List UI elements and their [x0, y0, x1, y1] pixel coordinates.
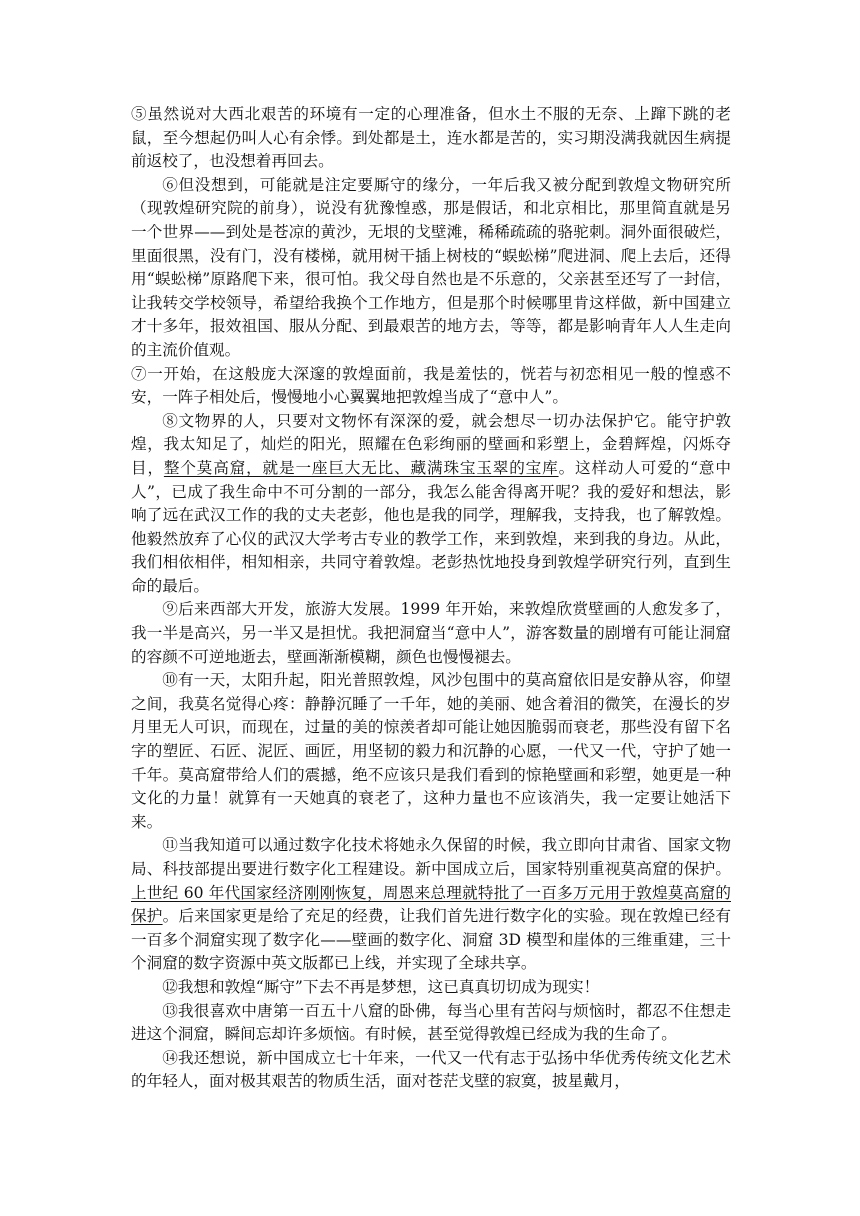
paragraph [131, 103, 731, 174]
paragraph-text: ⑬我很喜欢中唐第一百五十八窟的卧佛，每当心里有苦闷与烦恼时，都忍不住想走进这个洞窟，瞬间忘却许多烦恼。有时候，甚至觉得敦煌已经成为我的生命了。 [131, 1001, 731, 1044]
paragraph-text: 。这样动人可爱的“意中人”，已成了我生命中不可分割的一部分，我怎么能舍得离开呢？我的爱好和想法，影响了远在武汉工作的我的丈夫老彭，他也是我的同学，理解我，支持我，也了解敦煌。他毅然放弃了心仪的武汉大学考古专业的教学工作，来到敦煌，来到我的身边。从此，我们相依相伴，相知相亲，共同守着敦煌。老彭热忱地投身到敦煌学研究行列，直到生命的最后。 [131, 458, 731, 595]
paragraph [131, 598, 731, 669]
paragraph-text: ⑥但没想到，可能就是注定要厮守的缘分，一年后我又被分配到敦煌文物研究所（现敦煌研究院的前身），说没有犹豫惶惑，那是假话，和北京相比，那里简直就是另一个世界——到处是苍凉的黄沙，无垠的戈壁滩，稀稀疏疏的骆驼刺。洞外面很破烂，里面很黑，没有门，没有楼梯，就用树干插上树枝的“蜈蚣梯”爬进洞、爬上去后，还得用“蜈蚣梯”原路爬下来，很可怕。我父母自然也是不乐意的，父亲甚至还写了一封信，让我转交学校领导，希望给我换个工作地方，但是那个时候哪里肯这样做，新中国建立才十多年，报效祖国、服从分配、到最艰苦的地方去，等等，都是影响青年人人生走向的主流价值观。 [131, 175, 731, 359]
paragraph-text: ⑦一开始，在这般庞大深邃的敦煌面前，我是羞怯的，恍若与初恋相见一般的惶惑不安，一阵子相处后，慢慢地小心翼翼地把敦煌当成了“意中人”。 [131, 364, 731, 407]
paragraph-text: ⑫我想和敦煌“厮守”下去不再是梦想，这已真真切切成为现实！ [162, 977, 600, 996]
paragraph [131, 834, 731, 976]
paragraph-text: ⑪当我知道可以通过数字化技术将她永久保留的时候，我立即向甘肃省、国家文物局、科技部提出要进行数字化工程建设。新中国成立后，国家特别重视莫高窟的保护。 [131, 836, 731, 878]
paragraph-text: ⑨后来西部大开发，旅游大发展。1999 年开始，来敦煌欣赏壁画的人愈发多了，我一半是高兴，另一半又是担忧。我把洞窟当“意中人”，游客数量的剧增有可能让洞窟的容颜不可逆地逝去，壁画渐渐模糊，颜色也慢慢褪去。 [131, 600, 731, 666]
paragraph-text: 。后来国家更是给了充足的经费，让我们首先进行数字化的实验。现在敦煌已经有一百多个洞窟实现了数字化——壁画的数字化、洞窟 3D 模型和崖体的三维重建，三十个洞窟的数字资源中英文版都已上线，并实现了全球共享。 [131, 907, 731, 973]
paragraph-text: ⑤虽然说对大西北艰苦的环境有一定的心理准备，但水土不服的无奈、上蹿下跳的老鼠，至今想起仍叫人心有余悸。到处都是土，连水都是苦的，实习期没满我就因生病提前返校了，也没想着再回去。 [131, 105, 731, 171]
paragraph [131, 976, 731, 1000]
paragraph-text: ⑭我还想说，新中国成立七十年来，一代又一代有志于弘扬中华优秀传统文化艺术的年轻人，面对极其艰苦的物质生活，面对苍茫戈壁的寂寞，披星戴月， [131, 1048, 731, 1091]
paragraph [131, 669, 731, 834]
article-body [131, 103, 731, 1094]
paragraph [131, 410, 731, 599]
underlined-sentence: 上世纪 60 年代国家经济刚刚恢复，周恩来总理就特批了一百多万元用于敦煌莫高窟的保护 [131, 883, 731, 926]
paragraph-text: ⑧文物界的人，只要对文物怀有深深的爱，就会想尽一切办法保护它。能守护敦煌，我太知足了，灿烂的阳光，照耀在色彩绚丽的壁画和彩塑上，金碧辉煌，闪烁夺目， [131, 411, 731, 477]
paragraph [131, 1047, 731, 1094]
underlined-sentence: 整个莫高窟，就是一座巨大无比、藏满珠宝玉翠的宝库 [163, 458, 559, 477]
paragraph [131, 1000, 731, 1047]
paragraph [131, 363, 731, 410]
paragraph [131, 174, 731, 363]
paragraph-text: ⑩有一天，太阳升起，阳光普照敦煌，风沙包围中的莫高窟依旧是安静从容，仰望之间，我莫名觉得心疼：静静沉睡了一千年，她的美丽、她含着泪的微笑，在漫长的岁月里无人可识，而现在，过量的美的惊羡者却可能让她因脆弱而衰老，那些没有留下名字的塑匠、石匠、泥匠、画匠，用坚韧的毅力和沉静的心愿，一代又一代，守护了她一千年。莫高窟带给人们的震撼，绝不应该只是我们看到的惊艳壁画和彩塑，她更是一种文化的力量！就算有一天她真的衰老了，这种力量也不应该消失，我一定要让她活下来。 [131, 671, 731, 831]
